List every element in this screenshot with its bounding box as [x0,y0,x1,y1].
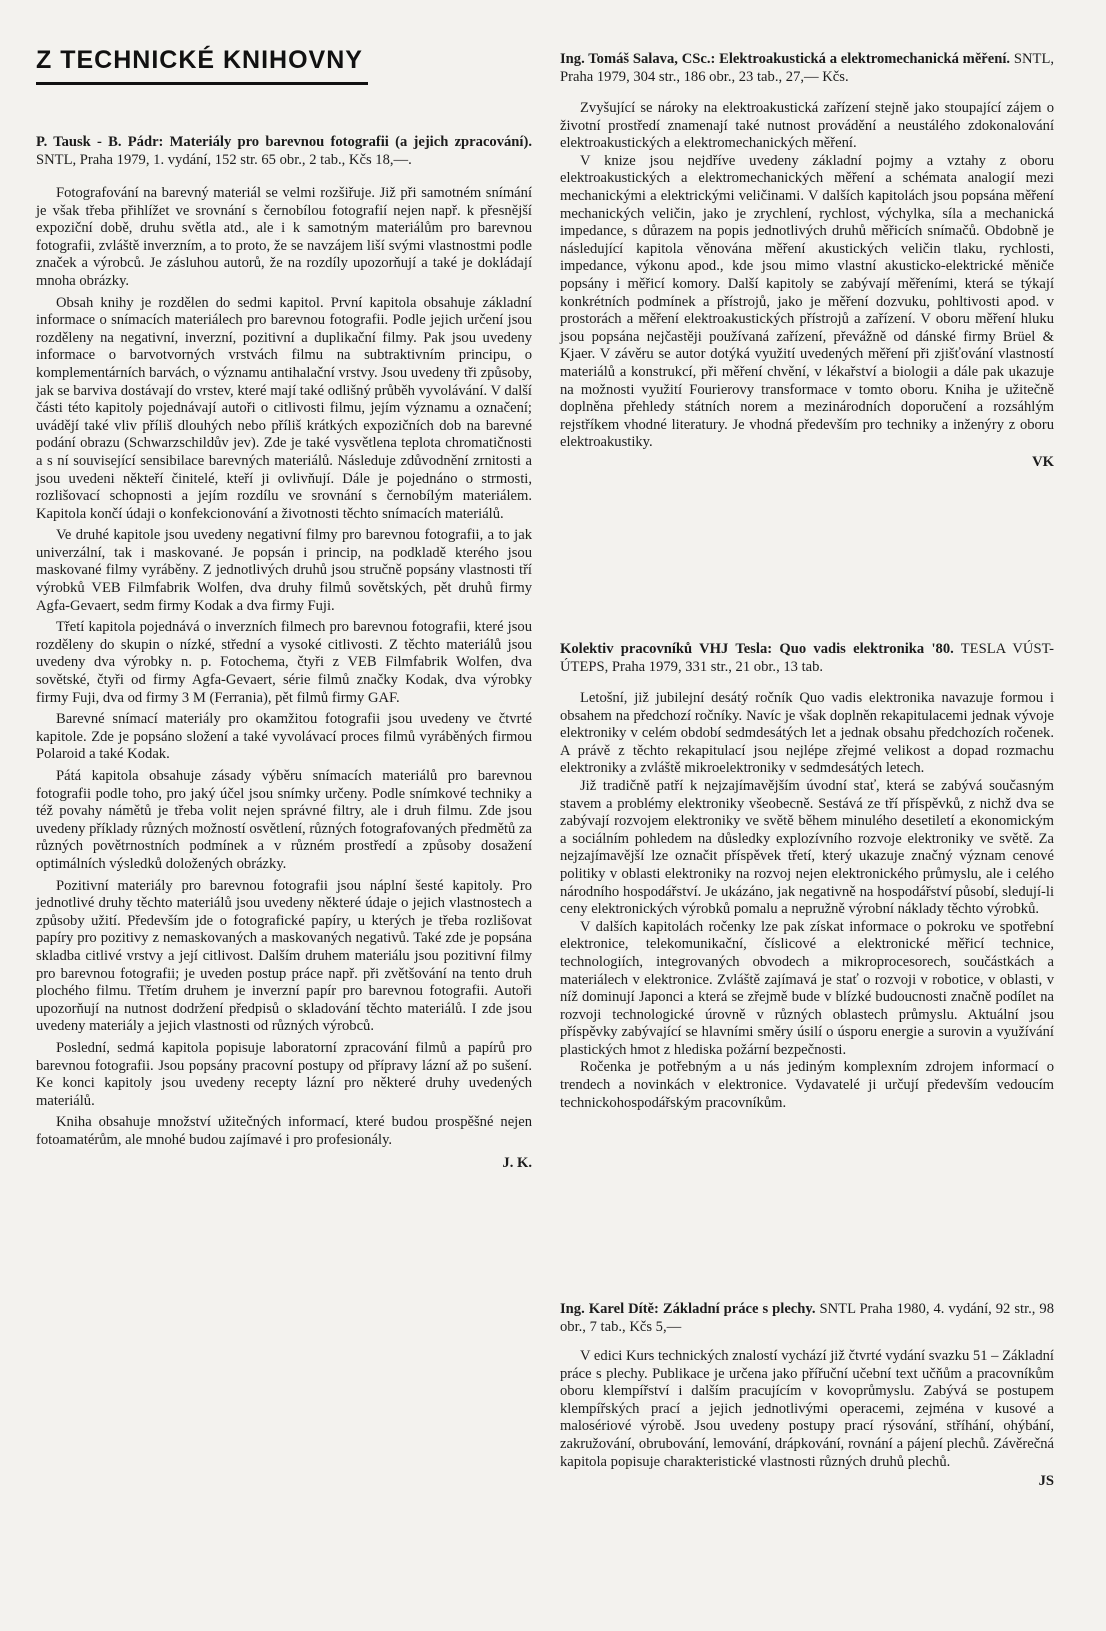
review-signature: VK [1032,453,1054,470]
review-paragraph: Kniha obsahuje množství užitečných informací, které budou prospěšné nejen fotoamatérům, ale mnohé budou zajímavé i pro profesionály. [36,1114,532,1148]
review-tausk [36,133,532,1172]
section-title: Z TECHNICKÉ KNIHOVNY [36,46,363,74]
review-paragraph: Fotografování na barevný materiál se velmi rozšiřuje. Již při samotném snímání je však třeba přihlížet ve srovnání s černobílou fotografií nejen např. k přesnější expoziční době, druhu světla atd., ale i k samotným materiálům pro barevnou fotografii, zvláště inverzním, a to proto, že se navzájem liší svými vlastnostmi podle značek a výrobců. Je zásluhou autorů, že na rozdíly upozorňují a také je dokládají mnoha obrázky. [36,185,532,289]
review-tesla [560,640,1054,1112]
review-heading-author-title: Ing. Tomáš Salava, CSc.: Elektroakustická a elektromechanická měření. [560,51,1011,67]
title-underline [36,82,368,85]
review-signature: JS [1038,1473,1054,1490]
review-paragraph: Pozitivní materiály pro barevnou fotografii jsou náplní šesté kapitoly. Pro jednotlivé druhy těchto materiálů jsou uvedeny některé údaje o jejich vlastnostech a způsoby užití. Především jde o fotografické papíry, u kterých je třeba rozlišovat papíry pro pozitivy z nemaskovaných a maskovaných negativů. Také zde je popsána skladba citlivé vrstvy a její citlivost. Dalším druhem materiálu jsou pozitivní filmy pro barevnou fotografii; je uveden postup práce např. při zvětšování na tento druh plochého filmu. Třetím druhem je inverzní papír pro barevnou fotografii. Autoři upozorňují na nutnost dodržení předpisů o skladování těchto materiálů. I zde jsou uvedeny materiály a jejich vlastnosti od různých výrobců. [36,877,532,1035]
review-heading-publisher: SNTL, Praha 1979, 304 str., 186 obr., 23 tab., 27,— Kčs. [560,51,1055,85]
review-paragraph: V edici Kurs technických znalostí vychází již čtvrté vydání svazku 51 – Základní práce s plechy. Publikace je určena jako přířuční učební text učňům a pracovníkům oboru klempířství i dalším pracujícím v kovoprůmyslu. Zabývá se postupem klempířských prací a jejich jednotlivými operacemi, zejména v kusové a malosériové výrobě. Jsou uvedeny postupy prací rýsování, stříhání, ohýbání, zakružování, obrubování, lemování, drápkování, rovnání a pájení plechů. Závěrečná kapitola popisuje charakteristické vlastnosti různých druhů plechů. [560,1348,1054,1470]
review-paragraph: Poslední, sedmá kapitola popisuje laboratorní zpracování filmů a papírů pro barevnou fotografii. Jsou popsány pracovní postupy od přípravy lázní až po sušení. Ke konci kapitoly jsou uvedeny recepty lázní pro některé druhy uvedených materiálů. [36,1039,532,1109]
review-paragraph: Zvyšující se nároky na elektroakustická zařízení stejně jako stoupající zájem o životní prostředí znamenají také nutnost provádění a neustálého zdokonalování elektroakustických a elektromechanických měření. [560,100,1054,152]
review-heading-author-title: Kolektiv pracovníků VHJ Tesla: Quo vadis elektronika '80. [560,641,954,657]
review-heading-publisher: SNTL, Praha 1979, 1. vydání, 152 str. 65 obr., 2 tab., Kčs 18,—. [36,152,412,168]
review-paragraph: Letošní, již jubilejní desátý ročník Quo vadis elektronika navazuje formou i obsahem na předchozí ročníky. Navíc je však doplněn rekapitulacemi jednak vývoje elektroniky v celém období sedmdesátých let a jednak obsahu předchozích ročenek. A právě z těchto rekapitulací jsou nejlépe zřejmé velikost a dopad rozmachu elektroniky a zvláště mikroelektroniky v sedmdesátých letech. [560,690,1054,777]
review-paragraph: Barevné snímací materiály pro okamžitou fotografii jsou uvedeny ve čtvrté kapitole. Zde je popsáno složení a také vyvolávací proces filmů vyráběných firmou Polaroid a také Kodak. [36,711,532,763]
review-paragraph: Již tradičně patří k nejzajímavějším úvodní stať, která se zabývá současným stavem a problémy elektroniky všeobecně. Sestává ze tří příspěvků, z nichž dva se zabývají rozvojem elektroniky ve světě během minulého desetiletí a ekonomickým a sociálním pohledem na důsledky explozívního rozvoje elektroniky ve světě. Za nejzajímavější lze označit příspěvek třetí, který ukazuje značný význam cenové politiky v oblasti elektroniky na rozvoj nejen elektronického průmyslu, ale i celého národního hospodářství. Je ukázáno, jak negativně na hospodářství působí, sledují-li ceny elektronických výrobků pomalu a nepružně výrobní náklady těchto výrobků. [560,777,1054,918]
review-heading [560,1300,1054,1336]
review-heading [560,640,1054,676]
review-paragraph: Obsah knihy je rozdělen do sedmi kapitol. První kapitola obsahuje základní informace o snímacích materiálech pro barevnou fotografii. Podle jejich určení jsou rozděleny na negativní, inverzní, pozitivní a duplikační filmy. Pak jsou uvedeny informace o barvotvorných vrstvách filmu na subtraktivním principu, o komplementárních barvách, o významu antihalační vrstvy. Jsou uvedeny tři způsoby, jak se barviva dostávají do vrstev, které mají také odlišný průběh vyvolávání. V další části této kapitoly pojednávají autoři o citlivosti filmu, jejím významu a označení; uvádějí také vliv příliš dlouhých nebo příliš krátkých expozičních dob na barevné podání obrazu (Schwarzschildův jev). Zde je také vysvětlena teplota chromatičnosti a s ní související sensibilace barevných materiálů. Následuje zdůvodnění zrnitosti a jsou uvedeni někteří činitelé, kteří ji ovlivňují. Dále je pojednáno o strmosti, rozlišovací schopnosti a jejím rozdílu ve srovnání s černobílým materiálem. Kapitola končí údaji o konfekcionování a životnosti těchto snímacích materiálů. [36,294,532,522]
review-heading [36,133,532,169]
review-paragraph: V knize jsou nejdříve uvedeny základní pojmy a vztahy z oboru elektroakustických a elektromechanických měření a schémata analogií mezi mechanickými a elektrickými veličinami. V dalších kapitolách jsou popsána měření mechanických veličin, jako je zrychlení, rychlost, výchylka, síla a mechanická impedance, s důrazem na popis jednotlivých druhů měřicích snímačů. Obdobně je následující kapitola věnována měření akustických veličin tlaku, rychlosti, impedance, výkonu apod., kde jsou mimo vlastní akusticko-elektrické měniče popsány i měřicí komory. Další kapitoly se zabývají měřeními, která se týkají konkrétních podmínek a přístrojů, jako je měření dozvuku, pohltivosti apod. v prostorách a měření elektroakustických přístrojů a zařízení. V oboru měření hluku jsou popsána nejčastěji používaná zařízení, převážně od dánské firmy Brüel & Kjaer. V závěru se autor dotýká využití uvedených měření při zjišťování vlastností materiálů a konstrukcí, při měření chvění, v lékařství a biologii a dále pak ukazuje na možnosti využití Fourierovy transformace v tomto oboru. Kniha je užitečně doplněna přehledy státních norem a mezinárodních doporučení a rozsáhlým rejstříkem vhodné literatury. Je vhodná především pro techniky a inženýry z oboru elektroakustiky. [560,152,1054,451]
review-heading-publisher: TESLA VÚST-ÚTEPS, Praha 1979, 331 str., 21 obr., 13 tab. [560,641,1054,675]
review-paragraph: Třetí kapitola pojednává o inverzních filmech pro barevnou fotografii, které jsou rozděleny do skupin o nízké, střední a vysoké citlivosti. Z těchto materiálů jsou uvedeny dva výrobky n. p. Fotochema, čtyři z VEB Filmfabrik Wolfen, dva sovětské, čtyři od firmy Agfa-Gevaert, série filmů značky Kodak, dva výrobky firmy Fuji, dva od firmy 3 M (Ferrania), pět filmů firmy GAF. [36,619,532,706]
review-paragraph: Ve druhé kapitole jsou uvedeny negativní filmy pro barevnou fotografii, a to jak univerzální, tak i maskované. Je popsán i princip, na podkladě kterého jsou maskované filmy vyráběny. Z jednotlivých druhů jsou stručně popsány vlastnosti tří výrobků VEB Filmfabrik Wolfen, dva druhy filmů sovětských, pět druhů firmy Agfa-Gevaert, sedm firmy Kodak a dva firmy Fuji. [36,527,532,614]
review-heading-author-title: Ing. Karel Dítě: Základní práce s plechy. [560,1301,816,1317]
review-paragraph: Pátá kapitola obsahuje zásady výběru snímacích materiálů pro barevnou fotografii podle toho, pro jaký účel jsou snímky určeny. Podle snímkové techniky a též povahy námětů je třeba volit nejen správné filtry, ale i druh filmu. Zde jsou uvedeny příklady různých možností osvětlení, různých fotografovaných předmětů za různých povětrnostních podmínek a v různém prostředí a způsoby dosažení optimálních výsledků doložených obrázky. [36,768,532,872]
review-heading [560,50,1054,86]
review-dite [560,1300,1054,1490]
review-salava [560,50,1054,471]
review-paragraph: Ročenka je potřebným a u nás jediným komplexním zdrojem informací o trendech a novinkách v elektronice. Vydavatelé ji určují především vedoucím technickohospodářským pracovníkům. [560,1059,1054,1111]
review-paragraph: V dalších kapitolách ročenky lze pak získat informace o pokroku ve spotřební elektronice, telekomunikační, číslicové a elektronické měřicí technice, technologiích, integrovaných obvodech a mikroprocesorech, součástkách a materiálech v elektronice. Zvláště zajímavá je stať o rozvoji v robotice, v oblasti, v níž dominují Japonci a která se zřejmě bude v blízké budoucnosti značně podílet na rozvoji technologické úrovně v různých oblastech průmyslu. Aktuální jsou příspěvky zabývající se hlavními směry úsilí o úsporu energie a surovin a využívání plastických hmot z hlediska požární bezpečnosti. [560,918,1054,1058]
review-heading-author-title: P. Tausk - B. Pádr: Materiály pro barevnou fotografii (a jejich zpracování). [36,134,532,150]
review-signature: J. K. [502,1155,532,1172]
review-heading-publisher: SNTL Praha 1980, 4. vydání, 92 str., 98 obr., 7 tab., Kčs 5,— [560,1301,1054,1335]
